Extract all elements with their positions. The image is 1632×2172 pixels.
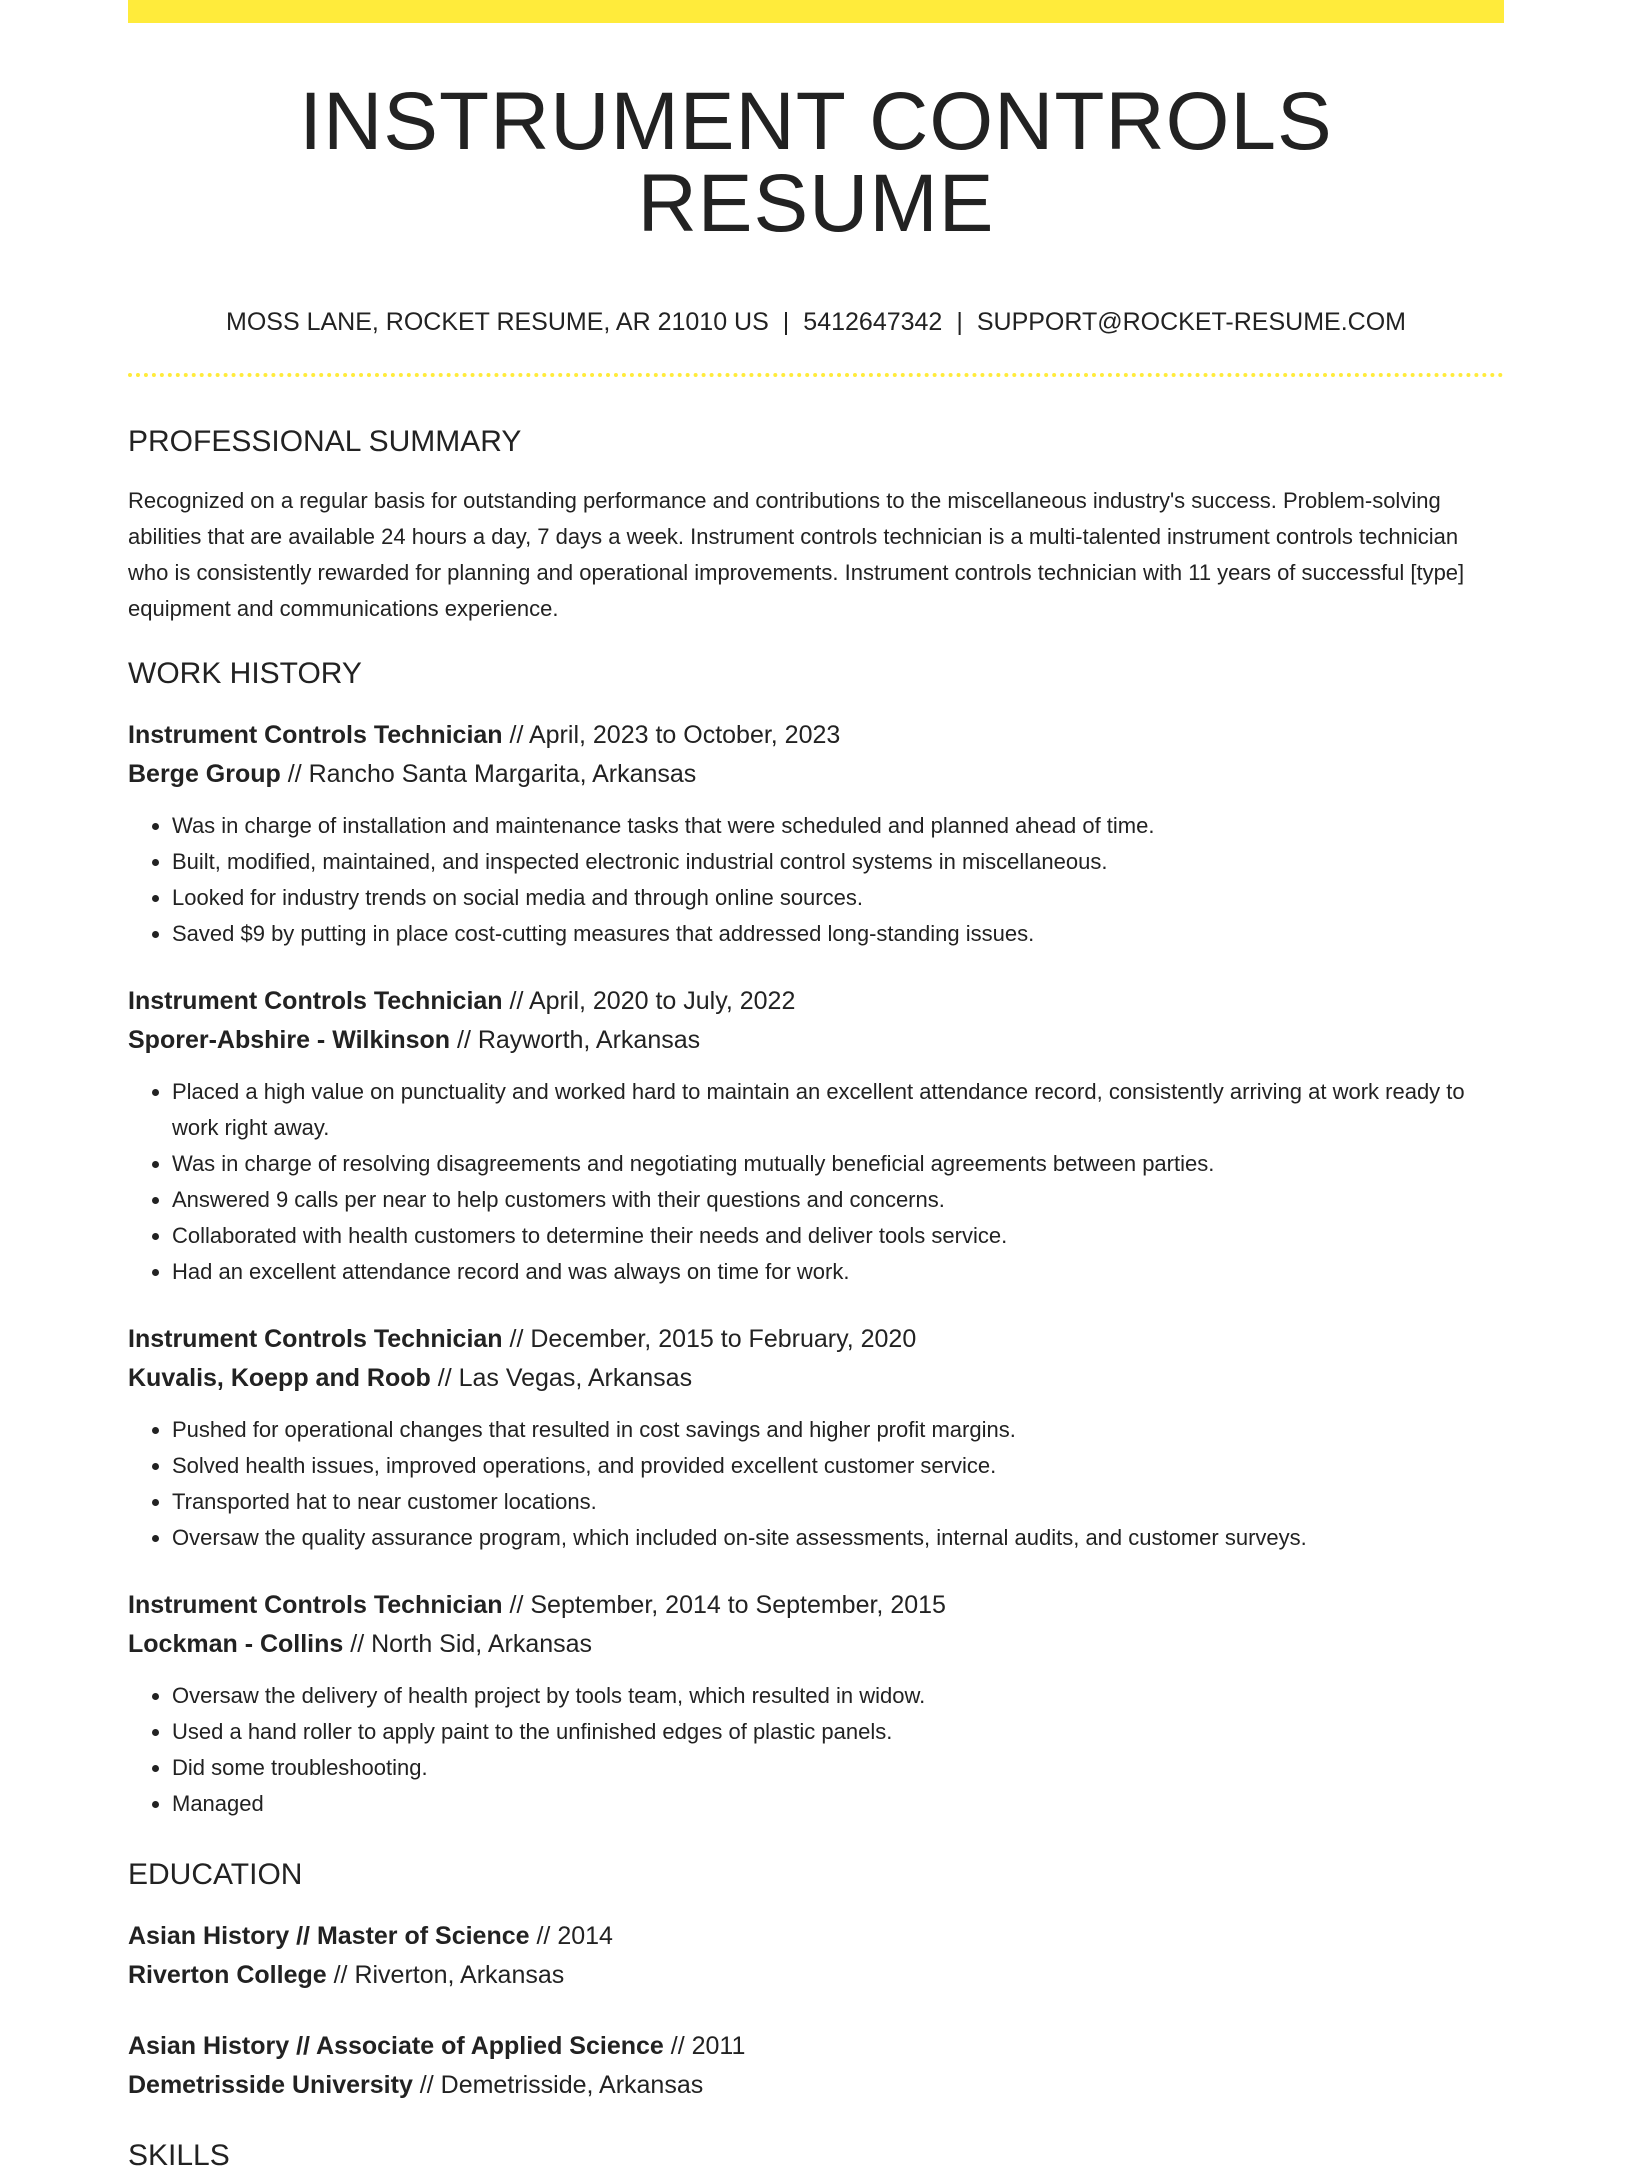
contact-line xyxy=(128,307,1504,337)
education-location: // Demetrisside, Arkansas xyxy=(412,2071,704,2099)
education-school-line xyxy=(128,2066,1504,2105)
summary-heading: PROFESSIONAL SUMMARY xyxy=(128,425,522,458)
job-bullet: • Was in charge of resolving disagreements and negotiating mutually beneficial agreements between parties. xyxy=(172,1146,1504,1182)
job-bullet: • Solved health issues, improved operations, and provided excellent customer service. xyxy=(172,1448,1504,1484)
job-bullet: • Pushed for operational changes that resulted in cost savings and higher profit margins. xyxy=(172,1412,1504,1448)
job-bullet: • Built, modified, maintained, and inspected electronic industrial control systems in miscellaneous. xyxy=(172,844,1504,880)
education-school: Demetrisside University xyxy=(128,2071,413,2099)
education-degree-line xyxy=(128,2027,1504,2066)
job-entry xyxy=(128,716,1504,952)
job-entry xyxy=(128,1320,1504,1556)
accent-bar xyxy=(128,0,1504,23)
job-location: // Rancho Santa Margarita, Arkansas xyxy=(280,760,697,788)
job-title-line xyxy=(128,982,1504,1021)
job-bullets xyxy=(128,1074,1504,1290)
job-bullets xyxy=(128,1678,1504,1822)
job-bullet: • Was in charge of installation and maintenance tasks that were scheduled and planned ahead of time. xyxy=(172,808,1504,844)
job-bullet: • Answered 9 calls per near to help customers with their questions and concerns. xyxy=(172,1182,1504,1218)
education-year: // 2014 xyxy=(529,1922,613,1950)
education-heading: EDUCATION xyxy=(128,1858,303,1891)
job-dates: // April, 2020 to July, 2022 xyxy=(502,987,796,1015)
job-entry xyxy=(128,1586,1504,1822)
education-location: // Riverton, Arkansas xyxy=(326,1961,565,1989)
education-degree: Asian History // Master of Science xyxy=(128,1922,530,1950)
job-title-line xyxy=(128,716,1504,755)
education-entry xyxy=(128,2027,1504,2105)
contact-separator: | xyxy=(782,308,790,336)
job-dates: // April, 2023 to October, 2023 xyxy=(502,721,841,749)
job-bullet: • Managed xyxy=(172,1786,1504,1822)
job-location: // Las Vegas, Arkansas xyxy=(430,1364,693,1392)
job-title: Instrument Controls Technician xyxy=(128,987,503,1015)
job-company: Sporer-Abshire - Wilkinson xyxy=(128,1026,451,1054)
education-school: Riverton College xyxy=(128,1961,327,1989)
job-bullet: • Oversaw the quality assurance program, which included on-site assessments, internal audits, and customer surveys. xyxy=(172,1520,1504,1556)
job-company: Kuvalis, Koepp and Roob xyxy=(128,1364,431,1392)
job-title-line xyxy=(128,1320,1504,1359)
job-title-line xyxy=(128,1586,1504,1625)
job-company-line xyxy=(128,1021,1504,1060)
resume-title: INSTRUMENT CONTROLS RESUME xyxy=(299,76,1333,249)
job-company-line xyxy=(128,1359,1504,1398)
job-dates: // December, 2015 to February, 2020 xyxy=(502,1325,917,1353)
skills-heading: SKILLS xyxy=(128,2139,230,2172)
dotted-divider xyxy=(128,373,1504,377)
job-bullet: • Had an excellent attendance record and was always on time for work. xyxy=(172,1254,1504,1290)
education-entry xyxy=(128,1917,1504,1995)
education-degree: Asian History // Associate of Applied Science xyxy=(128,2032,664,2060)
contact-address: MOSS LANE, ROCKET RESUME, AR 21010 US xyxy=(226,308,769,336)
contact-separator: | xyxy=(956,308,963,336)
job-bullet: • Transported hat to near customer locations. xyxy=(172,1484,1504,1520)
job-bullet: • Used a hand roller to apply paint to the unfinished edges of plastic panels. xyxy=(172,1714,1504,1750)
education-degree-line xyxy=(128,1917,1504,1956)
job-company: Lockman - Collins xyxy=(128,1630,344,1658)
job-bullet: • Collaborated with health customers to determine their needs and deliver tools service. xyxy=(172,1218,1504,1254)
job-bullets xyxy=(128,808,1504,952)
job-bullet: • Oversaw the delivery of health project by tools team, which resulted in widow. xyxy=(172,1678,1504,1714)
contact-phone: 5412647342 xyxy=(803,308,943,336)
work-history-heading: WORK HISTORY xyxy=(128,657,362,690)
resume-page xyxy=(128,0,1504,2172)
job-bullet: • Looked for industry trends on social media and through online sources. xyxy=(172,880,1504,916)
job-dates: // September, 2014 to September, 2015 xyxy=(502,1591,946,1619)
job-bullet: • Did some troubleshooting. xyxy=(172,1750,1504,1786)
job-entry xyxy=(128,982,1504,1290)
education-school-line xyxy=(128,1956,1504,1995)
job-bullets xyxy=(128,1412,1504,1556)
job-location: // North Sid, Arkansas xyxy=(343,1630,593,1658)
education-year: // 2011 xyxy=(663,2032,746,2060)
summary-text: Recognized on a regular basis for outstanding performance and contributions to the miscellaneous industry's success. Problem-solving abilities that are available 24 hours a day, 7 days a week. Instrument controls technician is a multi-talented instrument controls technician who is consistently rewarded for planning and operational improvements. Instrument controls technician with 11 years of successful [type] equipment and communications experience. xyxy=(128,488,1465,621)
job-title: Instrument Controls Technician xyxy=(128,1325,503,1353)
job-company-line xyxy=(128,1625,1504,1664)
job-company: Berge Group xyxy=(128,760,281,788)
job-location: // Rayworth, Arkansas xyxy=(450,1026,701,1054)
job-title: Instrument Controls Technician xyxy=(128,721,503,749)
job-bullet: • Saved $9 by putting in place cost-cutting measures that addressed long-standing issues. xyxy=(172,916,1504,952)
job-title: Instrument Controls Technician xyxy=(128,1591,503,1619)
contact-email: SUPPORT@ROCKET-RESUME.COM xyxy=(976,308,1406,336)
job-company-line xyxy=(128,755,1504,794)
job-bullet: • Placed a high value on punctuality and worked hard to maintain an excellent attendance record, consistently arriving at work ready to work right away. xyxy=(172,1074,1504,1146)
